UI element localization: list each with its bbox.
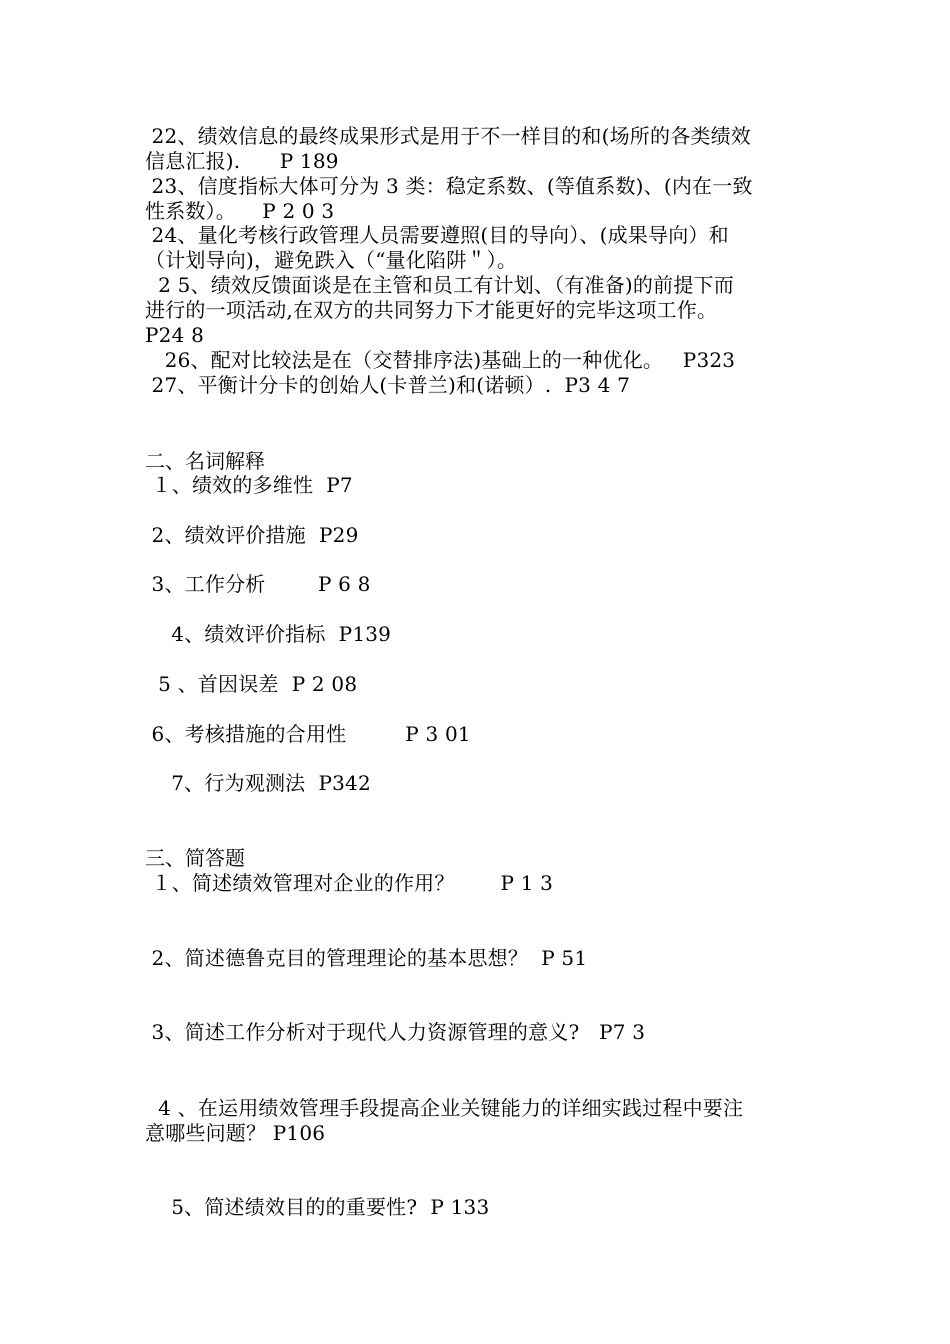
question-23-line-2: 性系数）。 P 2 0 3 <box>145 199 335 223</box>
short-answer-1: １、简述绩效管理对企业的作用？ P 1 3 <box>145 871 554 895</box>
short-answer-heading: 三、简答题 <box>145 846 245 870</box>
short-answer-4-line-2: 意哪些问题？ P106 <box>145 1121 326 1145</box>
question-23-line-1: 23、信度指标大体可分为 3 类：稳定系数、(等值系数)、(内在一致 <box>145 174 753 198</box>
term-item-2: 2、绩效评价措施 P29 <box>145 523 359 547</box>
question-26-line-1: 26、配对比较法是在（交替排序法)基础上的一种优化。 P323 <box>145 348 736 372</box>
question-24-line-1: 24、量化考核行政管理人员需要遵照(目的导向）、(成果导向）和 <box>145 223 729 247</box>
term-item-7: 7、行为观测法 P342 <box>145 771 371 795</box>
term-item-6: 6、考核措施的合用性 P 3 01 <box>145 722 471 746</box>
question-27-line-1: 27、平衡计分卡的创始人(卡普兰)和(诺顿）. P3 4 7 <box>145 373 631 397</box>
short-answer-4-line-1: 4 、在运用绩效管理手段提高企业关键能力的详细实践过程中要注 <box>145 1096 744 1120</box>
question-22-line-2: 信息汇报). P 189 <box>145 149 339 173</box>
terms-heading: 二、名词解释 <box>145 449 265 473</box>
term-item-5: 5 、首因误差 P 2 08 <box>145 672 358 696</box>
question-25-line-2: 进行的一项活动,在双方的共同努力下才能更好的完毕这项工作。 <box>145 298 718 322</box>
term-item-3: 3、工作分析 P 6 8 <box>145 572 371 596</box>
short-answer-2: 2、简述德鲁克目的管理理论的基本思想？ P 51 <box>145 946 588 970</box>
question-25-line-1: 2 5、绩效反馈面谈是在主管和员工有计划、（有准备)的前提下而 <box>145 273 734 297</box>
question-22-line-1: 22、绩效信息的最终成果形式是用于不一样目的和(场所的各类绩效 <box>145 124 752 148</box>
term-item-1: １、绩效的多维性 P7 <box>145 473 353 497</box>
question-24-line-2: （计划导向)，避免跌入（“量化陷阱＂）。 <box>145 248 518 272</box>
short-answer-5: 5、简述绩效目的的重要性? P 133 <box>145 1195 490 1219</box>
term-item-4: 4、绩效评价指标 P139 <box>145 622 392 646</box>
short-answer-3: 3、简述工作分析对于现代人力资源管理的意义? P7 3 <box>145 1020 646 1044</box>
question-25-line-3: P24 8 <box>145 323 204 347</box>
